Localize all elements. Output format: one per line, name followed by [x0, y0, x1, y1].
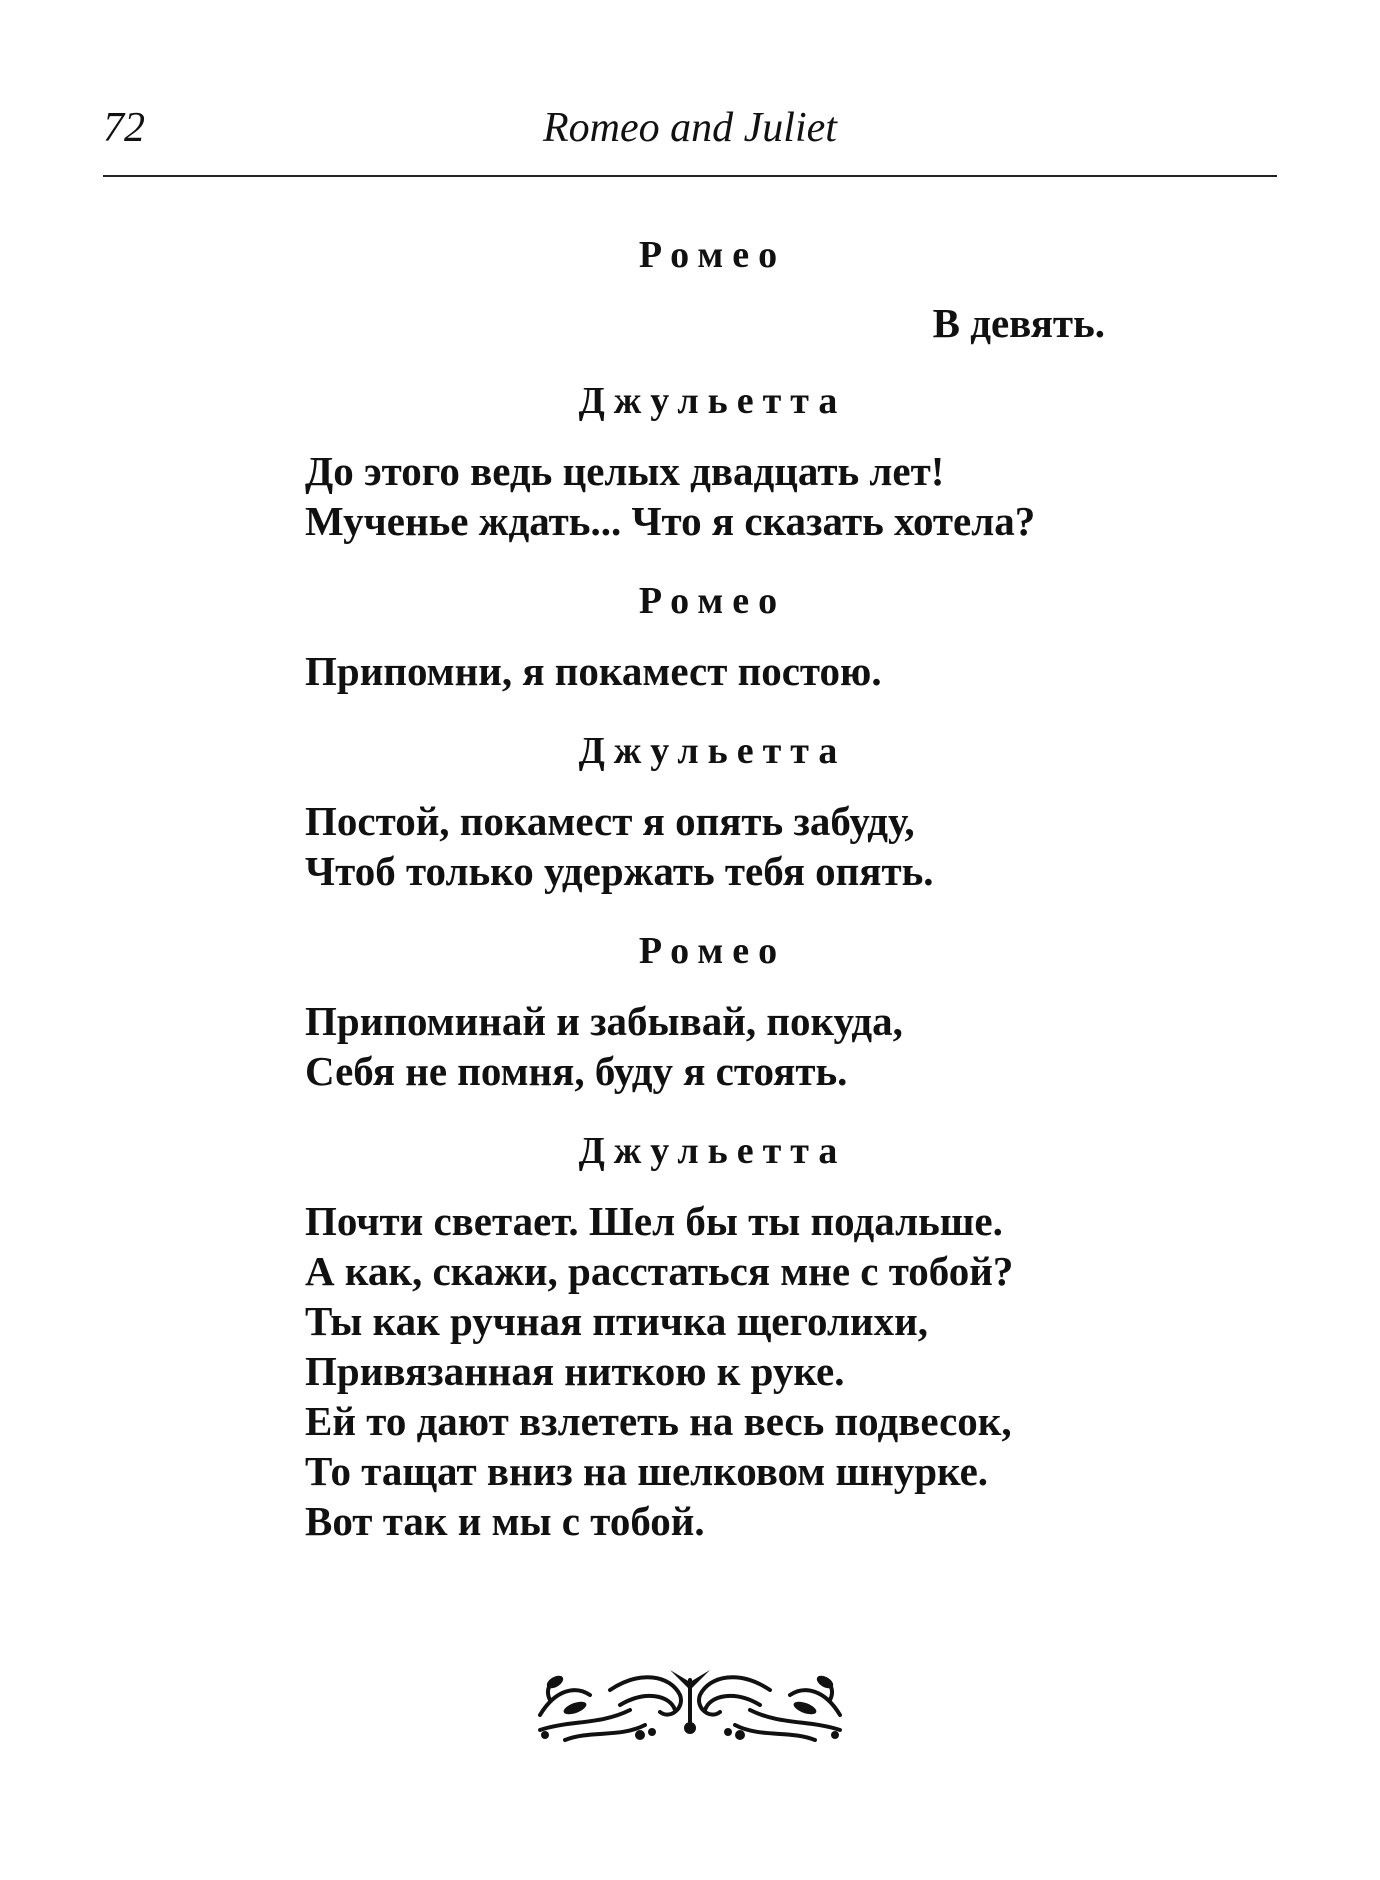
- page-number: 72: [103, 105, 145, 151]
- verse-line: Вот так и мы с тобой.: [305, 1498, 705, 1544]
- verse-line: Чтоб только удержать тебя опять.: [305, 848, 934, 894]
- speaker-name: Джульетта: [578, 380, 847, 422]
- verse-line: А как, скажи, расстаться мне с тобой?: [305, 1248, 1014, 1294]
- verse-line: Себя не помня, буду я стоять.: [305, 1048, 848, 1094]
- verse-line: В девять.: [932, 300, 1105, 346]
- speaker-name: Ромео: [638, 930, 787, 972]
- verse-line: Постой, покамест я опять забуду,: [305, 798, 915, 844]
- verse-line: То тащат вниз на шелковом шнурке.: [305, 1448, 989, 1494]
- verse-line: Припоминай и забывай, покуда,: [305, 998, 903, 1044]
- verse-line: Ей то дают взлететь на весь подвесок,: [305, 1398, 1012, 1444]
- speaker-name: Джульетта: [578, 730, 847, 772]
- verse-line: Ты как ручная птичка щеголихи,: [305, 1298, 929, 1344]
- running-title: Romeo and Juliet: [543, 105, 837, 151]
- speaker-name: Ромео: [638, 234, 787, 276]
- verse-line: До этого ведь целых двадцать лет!: [305, 448, 945, 494]
- verse-line: Почти светает. Шел бы ты подальше.: [305, 1198, 1003, 1244]
- play-text: [305, 230, 1105, 1546]
- running-header: [103, 102, 1277, 154]
- speaker-name: Джульетта: [578, 1130, 847, 1172]
- floral-tailpiece-ornament-icon: [520, 1660, 860, 1750]
- verse-line: Привязанная ниткою к руке.: [305, 1348, 845, 1394]
- speaker-name: Ромео: [638, 580, 787, 622]
- verse-line: Мученье ждать... Что я сказать хотела?: [305, 498, 1036, 544]
- verse-line: Припомни, я покамест постою.: [305, 648, 882, 694]
- header-rule: [103, 175, 1277, 177]
